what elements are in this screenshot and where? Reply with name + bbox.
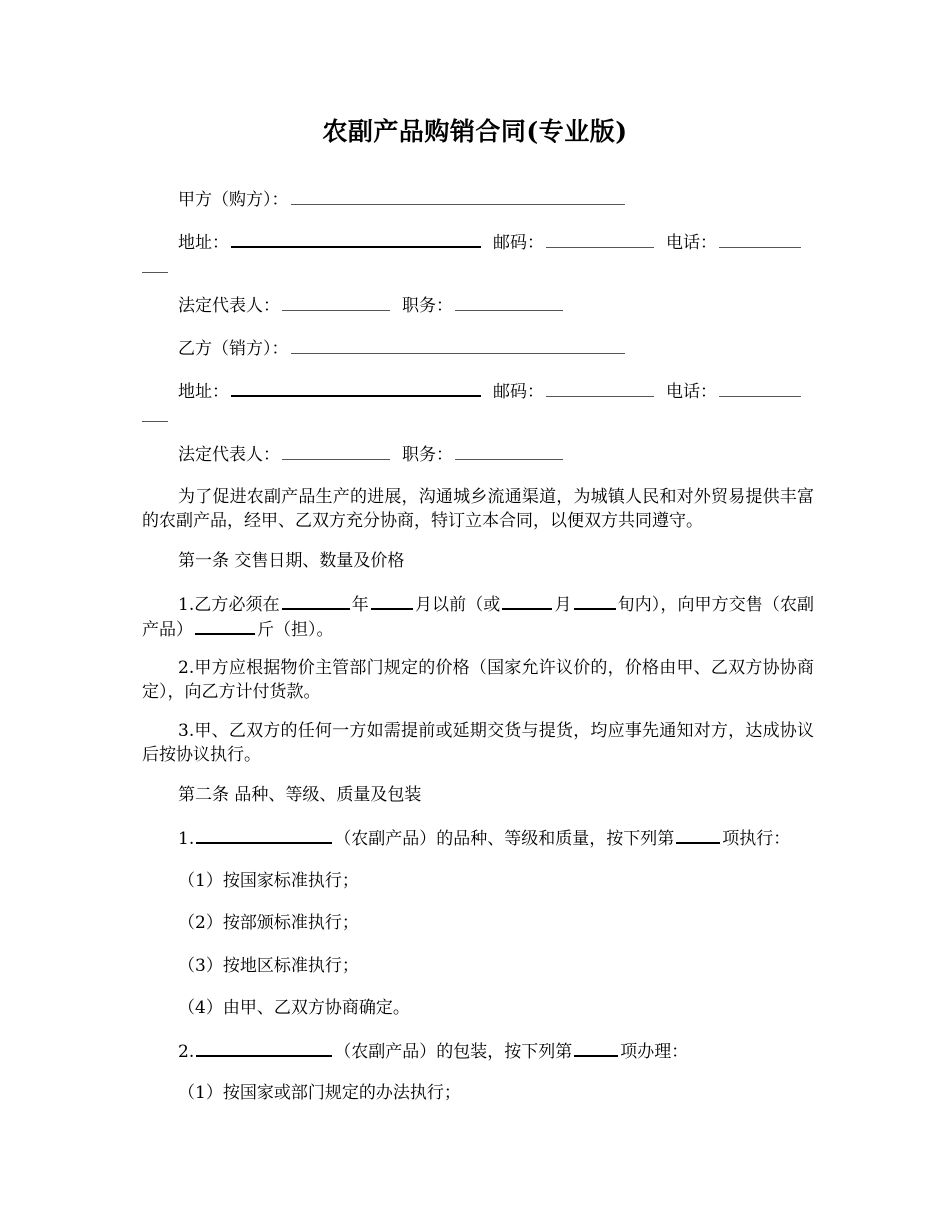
alt-month-blank[interactable] — [502, 592, 552, 610]
article1-item1-text-a: 1.乙方必须在 — [178, 595, 280, 615]
party-a-position-label: 职务： — [402, 296, 453, 316]
packaging-option-blank[interactable] — [574, 1039, 618, 1057]
party-b-postcode-blank[interactable] — [546, 380, 654, 397]
party-b-address-blank[interactable] — [231, 379, 481, 397]
article1-item1-text-d: 月 — [554, 595, 572, 615]
product-name-blank[interactable] — [196, 826, 332, 844]
party-a-rep-blank[interactable] — [282, 294, 390, 311]
standard-option-3: （3）按地区标准执行； — [178, 956, 359, 976]
party-b-rep-label: 法定代表人： — [178, 445, 280, 465]
article1-item1-text-f: 斤（担）。 — [257, 620, 334, 640]
party-b-position-blank[interactable] — [455, 443, 563, 460]
party-a-phone-blank-continued[interactable] — [142, 272, 168, 273]
quantity-blank[interactable] — [195, 617, 255, 635]
article1-heading: 第一条 交售日期、数量及价格 — [178, 551, 405, 571]
year-blank[interactable] — [282, 592, 350, 610]
party-a-rep-label: 法定代表人： — [178, 296, 280, 316]
party-a-phone-blank[interactable] — [719, 231, 801, 248]
party-b-address-label: 地址： — [178, 382, 229, 402]
party-a-address-label: 地址： — [178, 233, 229, 253]
article2-item2-text-b: （农副产品）的包装，按下列第 — [334, 1042, 573, 1062]
standard-option-2: （2）按部颁标准执行； — [178, 913, 359, 933]
article2-item2-text-a: 2. — [178, 1042, 195, 1062]
standard-option-blank[interactable] — [676, 826, 720, 844]
party-a-line — [178, 188, 627, 212]
article2-item1-text-a: 1. — [178, 829, 195, 849]
article2-item1-text-c: 项执行： — [722, 829, 791, 849]
standard-option-1: （1）按国家标准执行； — [178, 871, 359, 891]
article1-item1-text-b: 年 — [351, 595, 369, 615]
party-b-phone-blank[interactable] — [719, 380, 801, 397]
party-a-blank[interactable] — [291, 188, 625, 205]
party-b-line — [178, 337, 627, 361]
period-blank[interactable] — [574, 592, 616, 610]
article1-item2: 2.甲方应根据物价主管部门规定的价格（国家允许议价的，价格由甲、乙双方协协商定），向乙方计付货款。 — [142, 658, 814, 702]
article2-item2-text-c: 项办理： — [620, 1042, 689, 1062]
intro-paragraph: 为了促进农副产品生产的进展，沟通城乡流通渠道，为城镇人民和对外贸易提供丰富的农副产品，经甲、乙双方充分协商，特订立本合同，以便双方共同遵守。 — [142, 487, 814, 531]
article1-item3: 3.甲、乙双方的任何一方如需提前或延期交货与提货，均应事先通知对方，达成协议后按协议执行。 — [142, 721, 814, 765]
party-b-address-line — [178, 379, 803, 404]
article1-item1-text-c: 月以前（或 — [414, 595, 501, 615]
party-b-label: 乙方（销方）： — [178, 339, 289, 359]
party-a-phone-label: 电话： — [666, 233, 717, 253]
party-a-address-line — [178, 230, 803, 255]
article2-heading: 第二条 品种、等级、质量及包装 — [178, 785, 422, 805]
standard-option-4: （4）由甲、乙双方协商确定。 — [178, 998, 410, 1018]
packaging-option-1: （1）按国家或部门规定的办法执行； — [178, 1083, 461, 1103]
article2-item2 — [178, 1039, 688, 1064]
article2-item1 — [178, 826, 790, 851]
party-b-blank[interactable] — [291, 337, 625, 354]
article1-item1-text-e: 旬内），向甲方交售（农副产品） — [142, 595, 815, 640]
party-a-address-blank[interactable] — [231, 230, 481, 248]
party-a-rep-line — [178, 294, 565, 318]
party-b-phone-blank-continued[interactable] — [142, 421, 168, 422]
party-a-label: 甲方（购方）： — [178, 190, 289, 210]
packaging-product-blank[interactable] — [196, 1039, 332, 1057]
party-b-rep-line — [178, 443, 565, 467]
article1-item1 — [142, 592, 814, 642]
article2-item1-text-b: （农副产品）的品种、等级和质量，按下列第 — [334, 829, 675, 849]
document-title: 农副产品购销合同(专业版) — [322, 117, 628, 146]
party-a-postcode-blank[interactable] — [546, 231, 654, 248]
party-a-postcode-label: 邮码： — [493, 233, 544, 253]
party-b-position-label: 职务： — [402, 445, 453, 465]
party-b-postcode-label: 邮码： — [493, 382, 544, 402]
party-b-phone-label: 电话： — [666, 382, 717, 402]
month-blank[interactable] — [371, 592, 413, 610]
party-a-position-blank[interactable] — [455, 294, 563, 311]
party-b-rep-blank[interactable] — [282, 443, 390, 460]
